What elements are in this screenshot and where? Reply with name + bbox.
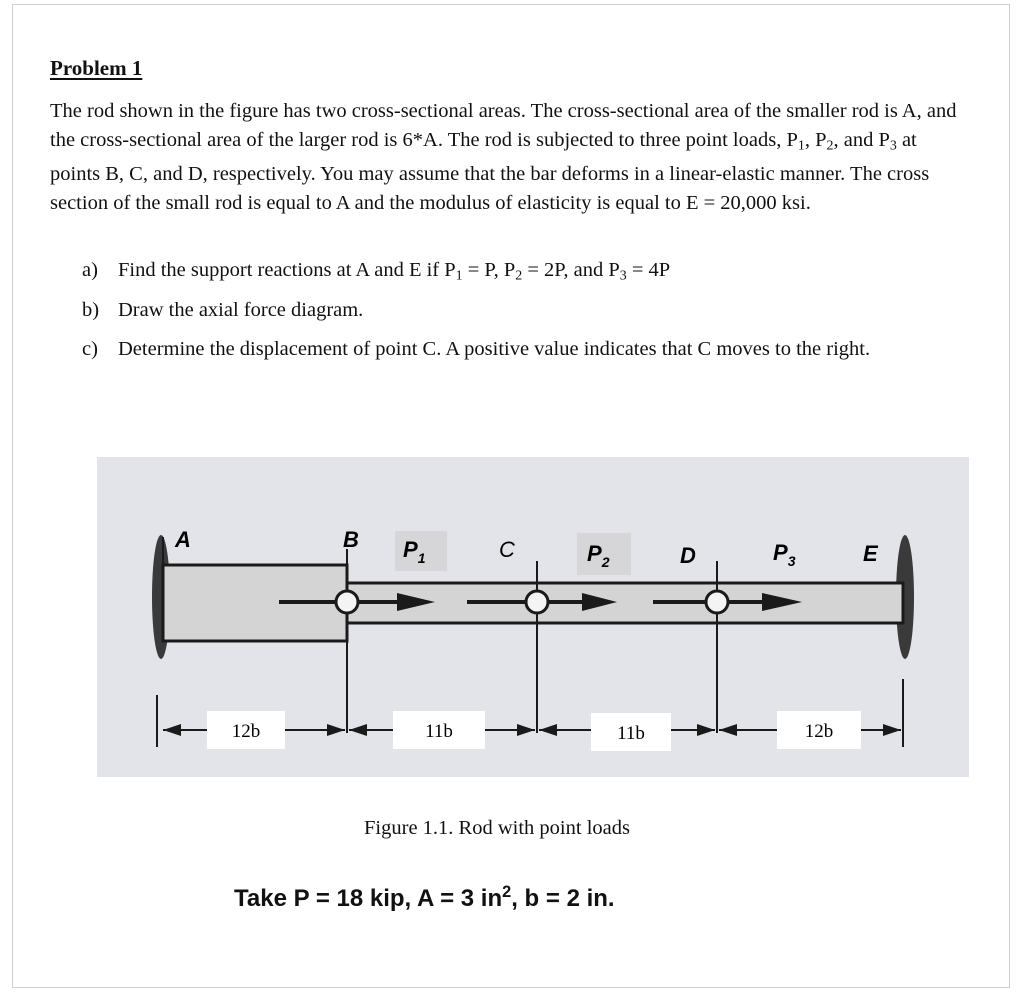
problem-title: Problem 1 <box>50 56 143 80</box>
list-item <box>82 256 671 284</box>
dimension-3 <box>539 713 715 751</box>
label-e: E <box>863 541 878 566</box>
label-p3: $P_3$ <box>773 540 796 569</box>
rod-diagram <box>97 457 969 777</box>
svg-text:12b: 12b <box>231 721 261 742</box>
p1-symbol: $P_1$ <box>786 128 805 153</box>
label-p2: $P_2$ <box>587 541 610 570</box>
label-d: D <box>680 543 696 568</box>
svg-text:11b: 11b <box>617 723 645 744</box>
item-text: Draw the axial force diagram. <box>118 299 364 321</box>
item-label: a) <box>82 259 98 281</box>
problem-statement: The rod shown in the figure has two cross-sectional areas. The cross-sectional area of the smaller rod is A, and the cross-sectional area of the larger rod is 6*A. The rod is subjected to three point loads, $P_1$, $P_2$, and $P_3$ at points B, C, and D, respectively. You may assume that the bar deforms in a linear-elastic manner. The cross section of the small rod is equal to A and the modulus of elasticity is equal to E = 20,000 ksi. <box>50 100 957 214</box>
given-values: Take P = 18 kip, A = 3 $in^2$, b = 2 in. <box>234 883 615 912</box>
list-item <box>82 296 364 324</box>
dimension-2 <box>349 711 535 749</box>
item-label: b) <box>82 299 100 321</box>
dimension-4 <box>719 711 901 749</box>
item-text: Find the support reactions at A and E if $P_1 = P$, $P_2 = 2P$, and $P_3 = 4P$ <box>118 259 671 284</box>
label-b: B <box>343 527 359 552</box>
label-c: C <box>499 537 515 562</box>
p2-symbol: $P_2$ <box>815 128 834 153</box>
item-text: Determine the displacement of point C. A positive value indicates that C moves to the right. <box>118 338 871 360</box>
statement-part-1: The rod shown in the figure has two cross-sectional areas. The cross-sectional area of the smaller rod is A, and the cross-sectional area of the larger rod is 6*A. The rod is subjected to three point loads, <box>50 100 957 151</box>
dimension-1 <box>163 711 345 749</box>
figure-caption: Figure 1.1. Rod with point loads <box>364 817 630 839</box>
p3-symbol: $P_3$ <box>878 128 897 153</box>
statement-part-3: at points B, C, and D, respectively. You may assume that the bar deforms in a linear-elastic manner. The cross section of the small rod is equal to A and the modulus of elasticity is equal to E = 20,000 ksi. <box>50 128 930 214</box>
rod-figure <box>97 457 969 777</box>
list-item <box>82 335 871 363</box>
svg-text:12b: 12b <box>804 721 834 742</box>
label-a: A <box>175 527 191 552</box>
item-label: c) <box>82 338 98 360</box>
svg-text:11b: 11b <box>425 721 453 742</box>
label-p1: $P_1$ <box>403 537 426 566</box>
statement-part-2: , and <box>833 128 879 151</box>
